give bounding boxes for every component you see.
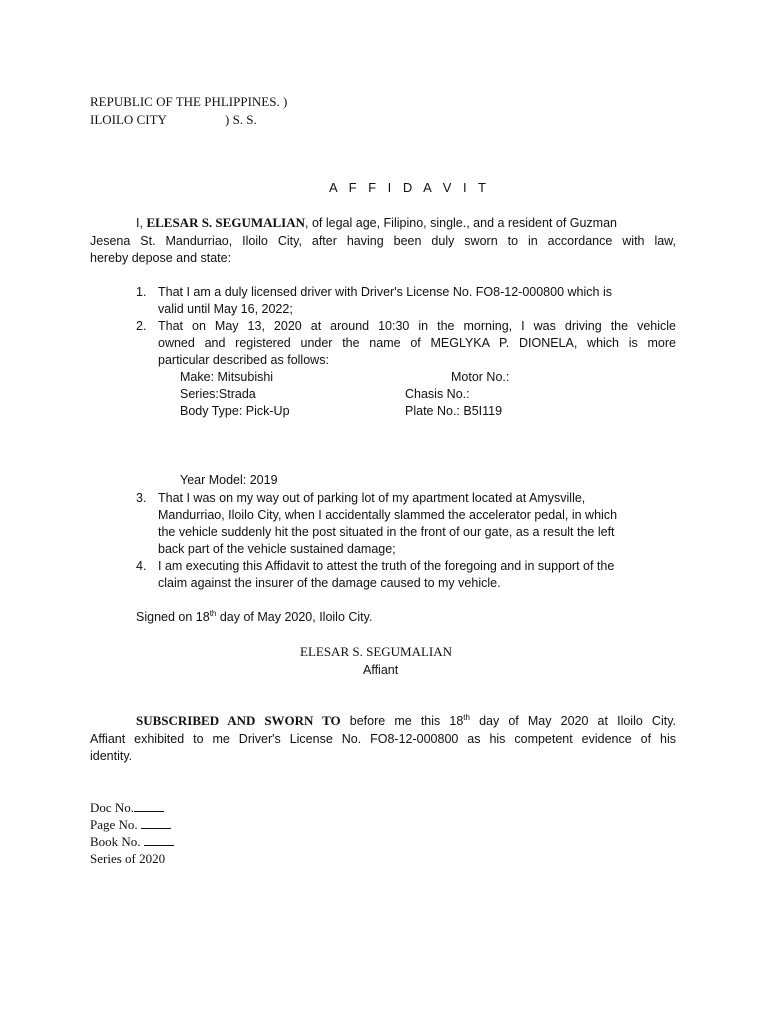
header-republic: REPUBLIC OF THE PHLIPPINES. ) (90, 94, 288, 109)
vehicle-make: Make: Mitsubishi (180, 370, 274, 384)
jurat-line-3: identity. (90, 749, 133, 763)
vehicle-motor-no: Motor No.: (451, 370, 510, 384)
item-3-line-3: the vehicle suddenly hit the post situated in the front of our gate, as a result the left (158, 525, 615, 539)
item-3-line-1: That I was on my way out of parking lot of my apartment located at Amysville, (158, 491, 586, 505)
notary-book-no (90, 834, 174, 850)
jurat-line-2: Affiant exhibited to me Driver's License No. FO8-12-000800 as his competent evidence of his (90, 732, 676, 746)
intro-line1-rest: , of legal age, Filipino, single., and a resident of Guzman (305, 216, 618, 230)
intro-line-1 (136, 215, 676, 231)
vehicle-body-type: Body Type: Pick-Up (180, 404, 290, 418)
notary-book-blank (144, 834, 174, 846)
signed-sup: th (209, 608, 217, 618)
jurat-sup: th (463, 712, 470, 722)
notary-doc-no (90, 800, 164, 816)
signed-on-line (136, 609, 372, 625)
item-2-line-3: particular described as follows: (158, 353, 329, 367)
header-ss: ) S. S. (225, 112, 257, 127)
item-3-number: 3. (136, 491, 147, 505)
vehicle-chassis-no: Chasis No.: (405, 387, 470, 401)
item-1-line-2: valid until May 16, 2022; (158, 302, 293, 316)
intro-line-3: hereby depose and state: (90, 251, 232, 265)
notary-series: Series of 2020 (90, 851, 166, 866)
item-2-number: 2. (136, 319, 147, 333)
item-1-number: 1. (136, 285, 147, 299)
intro-lead: I, (136, 216, 143, 230)
notary-page-label: Page No. (90, 817, 138, 832)
vehicle-year-model: Year Model: 2019 (180, 473, 278, 487)
item-3-line-2: Mandurriao, Iloilo City, when I accidentally slammed the accelerator pedal, in which (158, 508, 618, 522)
notary-doc-label: Doc No. (90, 800, 135, 815)
vehicle-plate-no: Plate No.: B5I119 (405, 404, 503, 418)
notary-book-label: Book No. (90, 834, 141, 849)
signed-pre: Signed on 18 (136, 610, 210, 624)
item-4-line-1: I am executing this Affidavit to attest the truth of the foregoing and in support of the (158, 559, 615, 573)
affiant-name: ELESAR S. SEGUMALIAN (300, 644, 453, 659)
signed-post: day of May 2020, Iloilo City. (216, 610, 373, 624)
item-2-line-2: owned and registered under the name of MEGLYKA P. DIONELA, which is more (158, 336, 676, 350)
jurat-line1-post: day of May 2020 at Iloilo City. (469, 714, 676, 728)
jurat-bold: SUBSCRIBED AND SWORN TO (136, 713, 341, 728)
affiant-name-inline: ELESAR S. SEGUMALIAN (146, 215, 306, 230)
item-3-line-4: back part of the vehicle sustained damage; (158, 542, 396, 556)
item-2-line-1: That on May 13, 2020 at around 10:30 in the morning, I was driving the vehicle (158, 319, 676, 333)
jurat-line-1 (136, 713, 676, 729)
document-title: A F F I D A V I T (329, 180, 490, 195)
item-4-number: 4. (136, 559, 147, 573)
affiant-label: Affiant (363, 663, 399, 677)
notary-page-blank (141, 817, 171, 829)
vehicle-series: Series:Strada (180, 387, 256, 401)
notary-doc-blank (134, 800, 164, 812)
notary-page-no (90, 817, 171, 833)
item-1-line-1: That I am a duly licensed driver with Driver's License No. FO8-12-000800 which is (158, 285, 612, 299)
item-4-line-2: claim against the insurer of the damage caused to my vehicle. (158, 576, 501, 590)
jurat-line1-pre: before me this 18 (340, 714, 464, 728)
intro-line-2: Jesena St. Mandurriao, Iloilo City, after having been duly sworn to in accordance with law, (90, 234, 676, 248)
header-city: ILOILO CITY (90, 112, 167, 127)
